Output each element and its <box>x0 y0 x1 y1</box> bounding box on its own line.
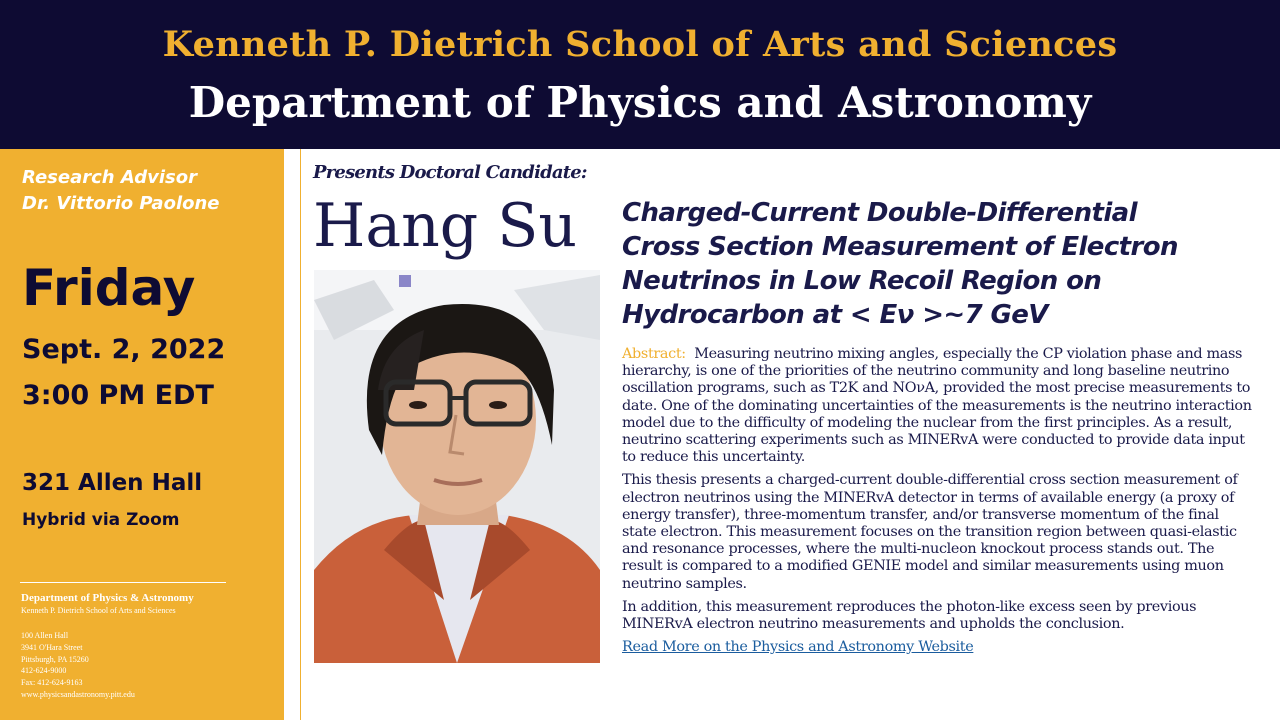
abstract-text: Measuring neutrino mixing angles, especially the CP violation phase and mass hierarchy, is one of the priorities of the neutrino community and long baseline neutrino oscillation programs, such as T2K and NOνA, provided the most precise measurements to date. One of the dominating uncertainties of the measurements is the neutrino interaction model due to the difficulty of modeling the nuclear from the first principles. As a result, neutrino scattering experiments such as MINERvA were conducted to provide data input to reduce this uncertainty. <box>622 346 1252 466</box>
conclusion-paragraph: In addition, this measurement reproduces the photon-like excess seen by previous MINERvA electron neutrino measurements and upholds the conclusion. <box>622 598 1197 633</box>
column-divider <box>300 149 301 720</box>
research-advisor <box>22 165 220 217</box>
advisor-label: Research Advisor <box>22 167 197 188</box>
header-banner <box>0 0 1280 149</box>
abstract-body <box>622 346 1254 656</box>
candidate-name: Hang Su <box>313 191 577 261</box>
address-line: Pittsburgh, PA 15260 <box>21 654 89 664</box>
footer-department: Department of Physics & Astronomy <box>21 592 194 604</box>
abstract-label: Abstract: <box>622 346 686 362</box>
event-sidebar <box>0 149 284 720</box>
divider <box>20 582 226 583</box>
abstract-paragraph <box>622 346 1254 466</box>
event-date: Sept. 2, 2022 <box>22 334 226 365</box>
event-day: Friday <box>22 259 196 317</box>
title-line: Cross Section Measurement of Electron <box>622 232 1178 262</box>
phone-line: 412-624-9000 <box>21 666 67 676</box>
thesis-title <box>622 196 1262 332</box>
thesis-paragraph: This thesis presents a charged-current double-differential cross section measurement of electron neutrinos using the MINERvA detector in terms of available energy (a proxy of energy transfer), three-momentum transfer, and/or transverse momentum of the final state electron. This measurement focuses on the transition region between quasi-elastic and resonance processes, where the multi-nucleon knockout process stands out. The result is compared to a modified GENIE model and similar measurements using muon neutrino samples. <box>622 472 1238 592</box>
title-line: Hydrocarbon at < Eν >~7 GeV <box>622 300 1048 330</box>
event-time: 3:00 PM EDT <box>22 380 214 411</box>
event-mode: Hybrid via Zoom <box>22 510 180 530</box>
title-line: Neutrinos in Low Recoil Region on <box>622 266 1102 296</box>
title-line: Charged-Current Double-Differential <box>622 198 1137 228</box>
footer-school: Kenneth P. Dietrich School of Arts and Sciences <box>21 606 176 615</box>
presents-label: Presents Doctoral Candidate: <box>313 162 587 183</box>
fax-line: Fax: 412-624-9163 <box>21 678 83 688</box>
school-name: Kenneth P. Dietrich School of Arts and Sciences <box>162 24 1118 65</box>
footer-address <box>21 630 135 701</box>
candidate-photo <box>314 270 600 663</box>
read-more-link[interactable]: Read More on the Physics and Astronomy Website <box>622 639 974 656</box>
department-name: Department of Physics and Astronomy <box>188 78 1092 127</box>
advisor-name: Dr. Vittorio Paolone <box>22 193 220 214</box>
portrait-illustration <box>314 270 600 663</box>
address-line: 100 Allen Hall <box>21 631 69 640</box>
address-line: 3941 O'Hara Street <box>21 642 83 652</box>
event-room: 321 Allen Hall <box>22 470 203 496</box>
website-line: www.physicsandastronomy.pitt.edu <box>21 689 135 699</box>
